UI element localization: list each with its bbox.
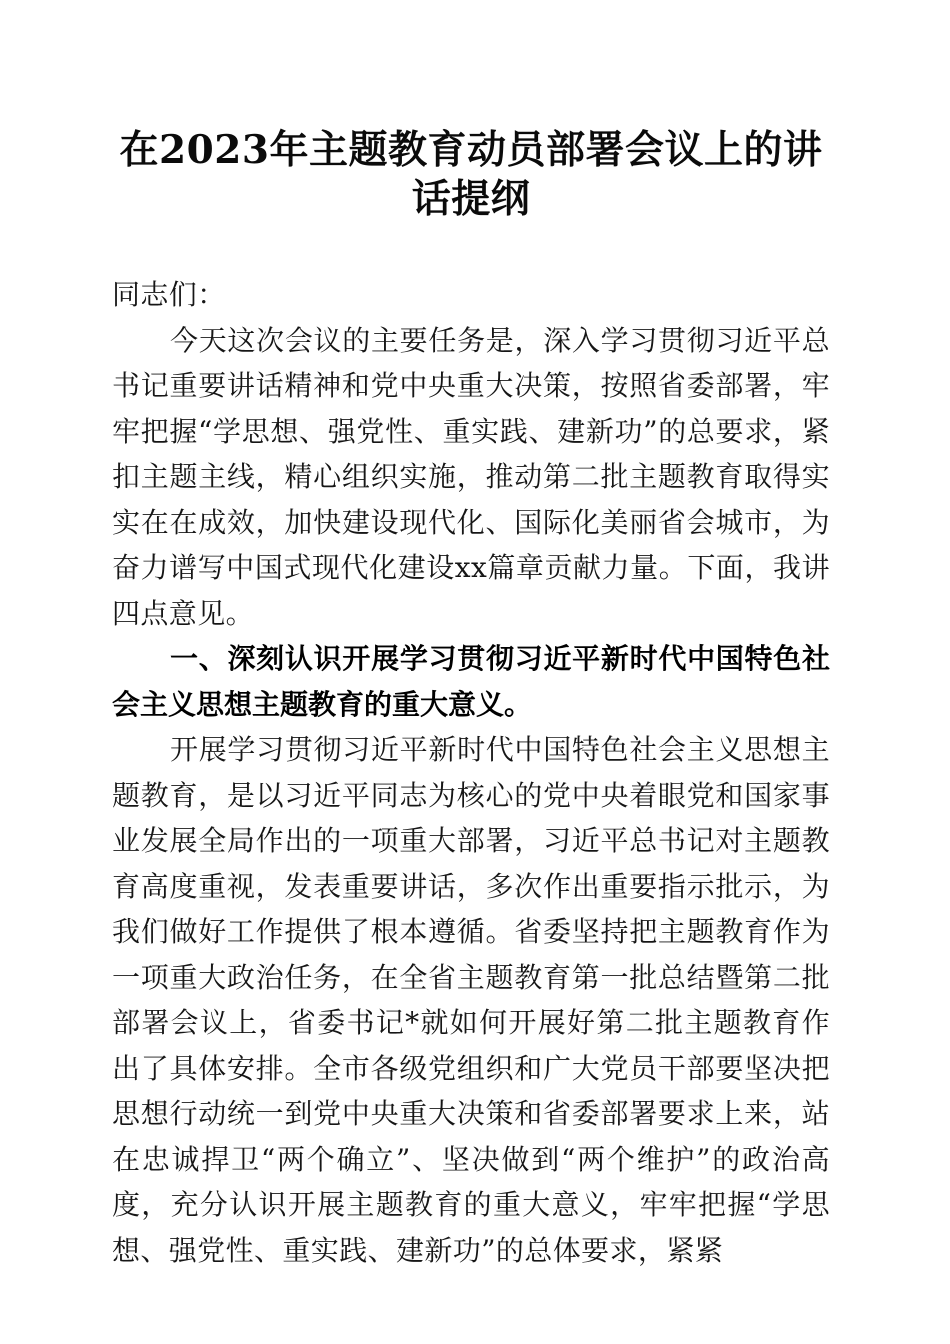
- intro-paragraph: 今天这次会议的主要任务是，深入学习贯彻习近平总书记重要讲话精神和党中央重大决策，按照省委部署，牢牢把握“学思想、强党性、重实践、建新功”的总要求，紧扣主题主线，精心组织实施，推动第二批主题教育取得实实在在成效，加快建设现代化、国际化美丽省会城市，为奋力谱写中国式现代化建设xx篇章贡献力量。下面，我讲四点意见。: [112, 323, 830, 630]
- page-title: 在2023年主题教育动员部署会议上的讲话提纲: [119, 127, 823, 222]
- salutation: 同志们：: [112, 278, 226, 311]
- section-heading-one: 一、深刻认识开展学习贯彻习近平新时代中国特色社会主义思想主题教育的重大意义。: [112, 642, 830, 721]
- document-content: [112, 126, 830, 1273]
- title-body-spacer: [112, 224, 830, 272]
- section-one-paragraph: 开展学习贯彻习近平新时代中国特色社会主义思想主题教育，是以习近平同志为核心的党中央着眼党和国家事业发展全局作出的一项重大部署，习近平总书记对主题教育高度重视，发表重要讲话，多次作出重要指示批示，为我们做好工作提供了根本遵循。省委坚持把主题教育作为一项重大政治任务，在全省主题教育第一批总结暨第二批部署会议上，省委书记*就如何开展好第二批主题教育作出了具体安排。全市各级党组织和广大党员干部要坚决把思想行动统一到党中央重大决策和省委部署要求上来，站在忠诚捍卫“两个确立”、坚决做到“两个维护”的政治高度，充分认识开展主题教育的重大意义，牢牢把握“学思想、强党性、重实践、建新功”的总体要求，紧紧: [112, 733, 830, 1267]
